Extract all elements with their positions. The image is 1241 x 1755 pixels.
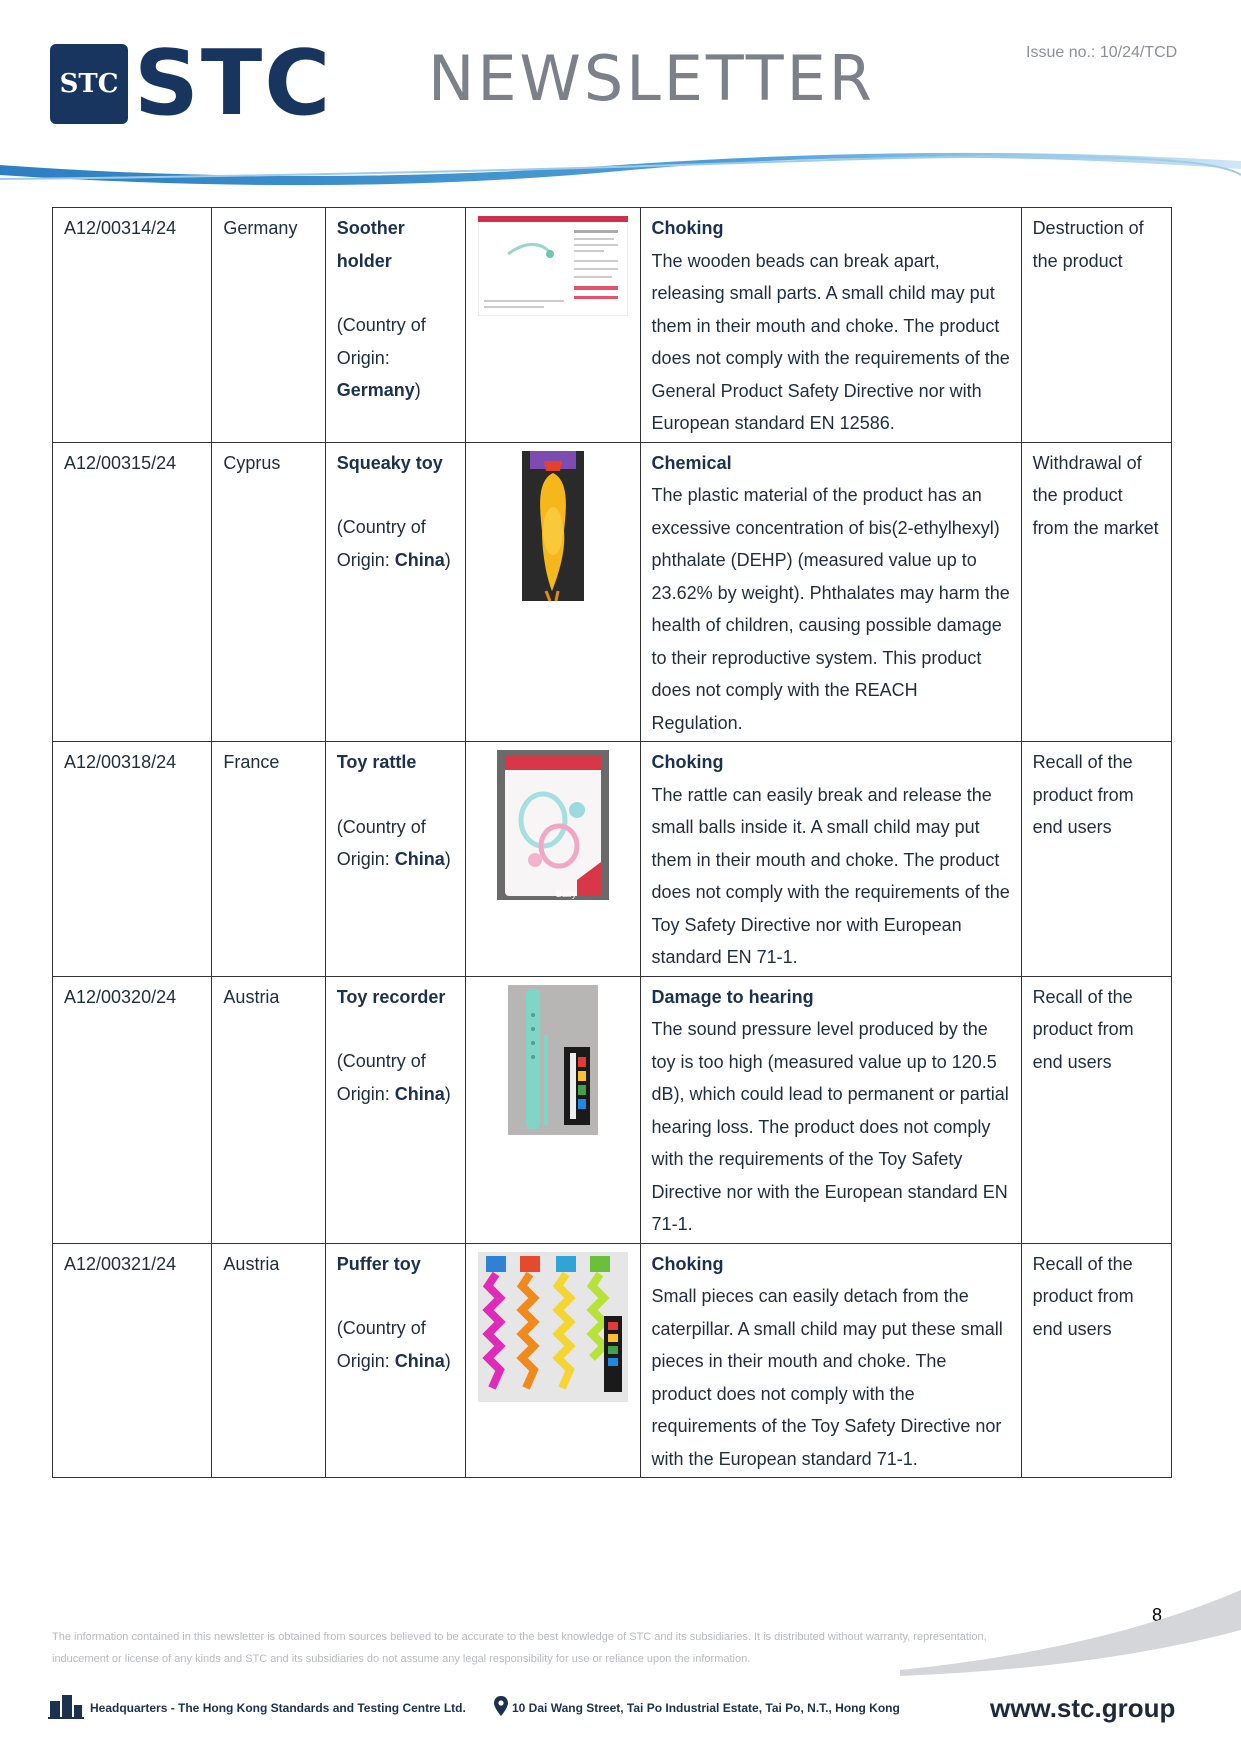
risk-type: Choking bbox=[651, 1253, 724, 1274]
reference-number: A12/00314/24 bbox=[53, 208, 212, 443]
notifying-country: Austria bbox=[212, 1243, 325, 1478]
origin-label: (Country of Origin: bbox=[336, 517, 426, 570]
risk-type: Damage to hearing bbox=[651, 986, 814, 1007]
risk-cell bbox=[640, 1243, 1021, 1478]
measures-taken: Recall of the product from end users bbox=[1021, 1243, 1171, 1478]
footer-headquarters: Headquarters - The Hong Kong Standards and Testing Centre Ltd. bbox=[90, 1701, 466, 1715]
product-cell bbox=[325, 976, 465, 1243]
notifying-country: France bbox=[212, 742, 325, 977]
baby-rattle-package-photo bbox=[497, 750, 609, 911]
website-link[interactable]: www.stc.group bbox=[990, 1693, 1176, 1723]
table-row bbox=[53, 976, 1172, 1243]
product-name: Toy recorder bbox=[336, 986, 446, 1007]
product-cell bbox=[325, 742, 465, 977]
footer-swoosh bbox=[900, 1590, 1241, 1680]
measures-taken: Recall of the product from end users bbox=[1021, 742, 1171, 977]
notifying-country: Cyprus bbox=[212, 442, 325, 742]
country-of-origin bbox=[337, 1312, 455, 1377]
notifying-country: Austria bbox=[212, 976, 325, 1243]
risk-description: The plastic material of the product has an excessive concentration of bis(2-ethylhexyl) phthalate (DEHP) (measured value up to 23.62% by weight). Phthalates may harm the health of children, causing possible damage to their reproductive system. This product does not comply with the REACH Regulation. bbox=[651, 485, 1010, 733]
risk-description: The sound pressure level produced by the toy is too high (measured value up to 120.5 dB), which could lead to permanent or partial hearing loss. The product does not comply with the requirements of the Toy Safety Directive nor with the European standard EN 71-1. bbox=[651, 1019, 1009, 1234]
table-row bbox=[53, 208, 1172, 443]
table-row bbox=[53, 442, 1172, 742]
issue-number: Issue no.: 10/24/TCD bbox=[1026, 44, 1178, 61]
product-listing-screenshot bbox=[478, 216, 628, 327]
origin-country: Germany bbox=[336, 380, 415, 400]
origin-close: ) bbox=[414, 380, 421, 400]
origin-country: China bbox=[394, 549, 445, 570]
origin-label: (Country of Origin: bbox=[336, 1051, 426, 1104]
product-image-cell bbox=[466, 208, 640, 443]
footer-address: 10 Dai Wang Street, Tai Po Industrial Estate, Tai Po, N.T., Hong Kong bbox=[512, 1701, 900, 1715]
footer bbox=[48, 1693, 1198, 1723]
product-cell bbox=[325, 1243, 465, 1478]
disclaimer: The information contained in this newsletter is obtained from sources believed to be accurate to the best knowledge of STC and its subsidiaries. It is distributed without warranty, representation, inducement or license of any kinds and STC and its subsidiaries do not assume any legal responsibility for use or reliance upon the information. bbox=[52, 1631, 987, 1665]
rubber-chicken-photo bbox=[522, 451, 584, 612]
reference-number: A12/00318/24 bbox=[53, 742, 212, 977]
product-name: Squeaky toy bbox=[336, 452, 443, 473]
stc-logo bbox=[50, 31, 333, 136]
reference-number: A12/00320/24 bbox=[53, 976, 212, 1243]
country-of-origin bbox=[337, 309, 455, 407]
origin-country: China bbox=[394, 849, 445, 869]
origin-close: ) bbox=[444, 1350, 451, 1371]
risk-cell bbox=[640, 976, 1021, 1243]
measures-taken: Recall of the product from end users bbox=[1021, 976, 1171, 1243]
recorder-photo bbox=[508, 985, 598, 1146]
product-name: Puffer toy bbox=[336, 1253, 421, 1274]
page-number: 8 bbox=[1152, 1605, 1163, 1625]
origin-close: ) bbox=[444, 1083, 451, 1104]
table-row bbox=[53, 742, 1172, 977]
product-name: Soother holder bbox=[336, 218, 405, 271]
stc-logo-mark: STC bbox=[50, 44, 128, 124]
origin-label: (Country of Origin: bbox=[336, 1318, 426, 1371]
header-swoosh bbox=[0, 135, 1241, 195]
table-row bbox=[53, 1243, 1172, 1478]
risk-description: The rattle can easily break and release the small balls inside it. A small child may put them in their mouth and choke. The product does not comply with the requirements of the Toy Safety Directive nor with European standard EN 71-1. bbox=[651, 784, 1010, 967]
origin-label: (Country of Origin: bbox=[336, 315, 426, 368]
risk-description: Small pieces can easily detach from the caterpillar. A small child may put these small pieces in their mouth and choke. The product does not comply with the requirements of the Toy Safety Directive nor with the European standard 71-1. bbox=[651, 1286, 1003, 1469]
product-cell bbox=[325, 442, 465, 742]
country-of-origin bbox=[337, 1045, 455, 1110]
notifying-country: Germany bbox=[212, 208, 325, 443]
product-image-cell bbox=[466, 442, 640, 742]
product-name: Toy rattle bbox=[336, 752, 417, 772]
measures-taken: Destruction of the product bbox=[1021, 208, 1171, 443]
product-image-cell bbox=[466, 1243, 640, 1478]
origin-country: China bbox=[394, 1350, 445, 1371]
origin-label: (Country of Origin: bbox=[336, 816, 426, 869]
risk-type: Choking bbox=[651, 752, 724, 772]
origin-country: China bbox=[394, 1083, 445, 1104]
building-icon bbox=[48, 1693, 84, 1719]
product-table bbox=[52, 207, 1172, 1478]
risk-cell bbox=[640, 208, 1021, 443]
product-image-cell bbox=[466, 976, 640, 1243]
risk-cell bbox=[640, 442, 1021, 742]
stc-logo-wordmark: STC bbox=[134, 31, 333, 136]
risk-cell bbox=[640, 742, 1021, 977]
package-label: Baby Toys bbox=[555, 888, 577, 909]
risk-type: Chemical bbox=[651, 452, 732, 473]
page-header bbox=[0, 0, 1241, 200]
origin-close: ) bbox=[444, 549, 451, 570]
reference-number: A12/00315/24 bbox=[53, 442, 212, 742]
puffer-caterpillar-photo bbox=[478, 1252, 628, 1413]
country-of-origin bbox=[337, 511, 455, 576]
origin-close: ) bbox=[444, 849, 451, 869]
product-image-cell bbox=[466, 742, 640, 977]
country-of-origin bbox=[337, 811, 455, 876]
reference-number: A12/00321/24 bbox=[53, 1243, 212, 1478]
risk-type: Choking bbox=[651, 218, 724, 238]
measures-taken: Withdrawal of the product from the market bbox=[1021, 442, 1171, 742]
location-pin-icon bbox=[494, 1696, 508, 1716]
risk-description: The wooden beads can break apart, releasing small parts. A small child may put them in their mouth and choke. The product does not comply with the requirements of the General Product Safety Directive nor with European standard EN 12586. bbox=[651, 250, 1010, 433]
product-cell bbox=[325, 208, 465, 443]
newsletter-title: NEWSLETTER bbox=[428, 42, 875, 115]
